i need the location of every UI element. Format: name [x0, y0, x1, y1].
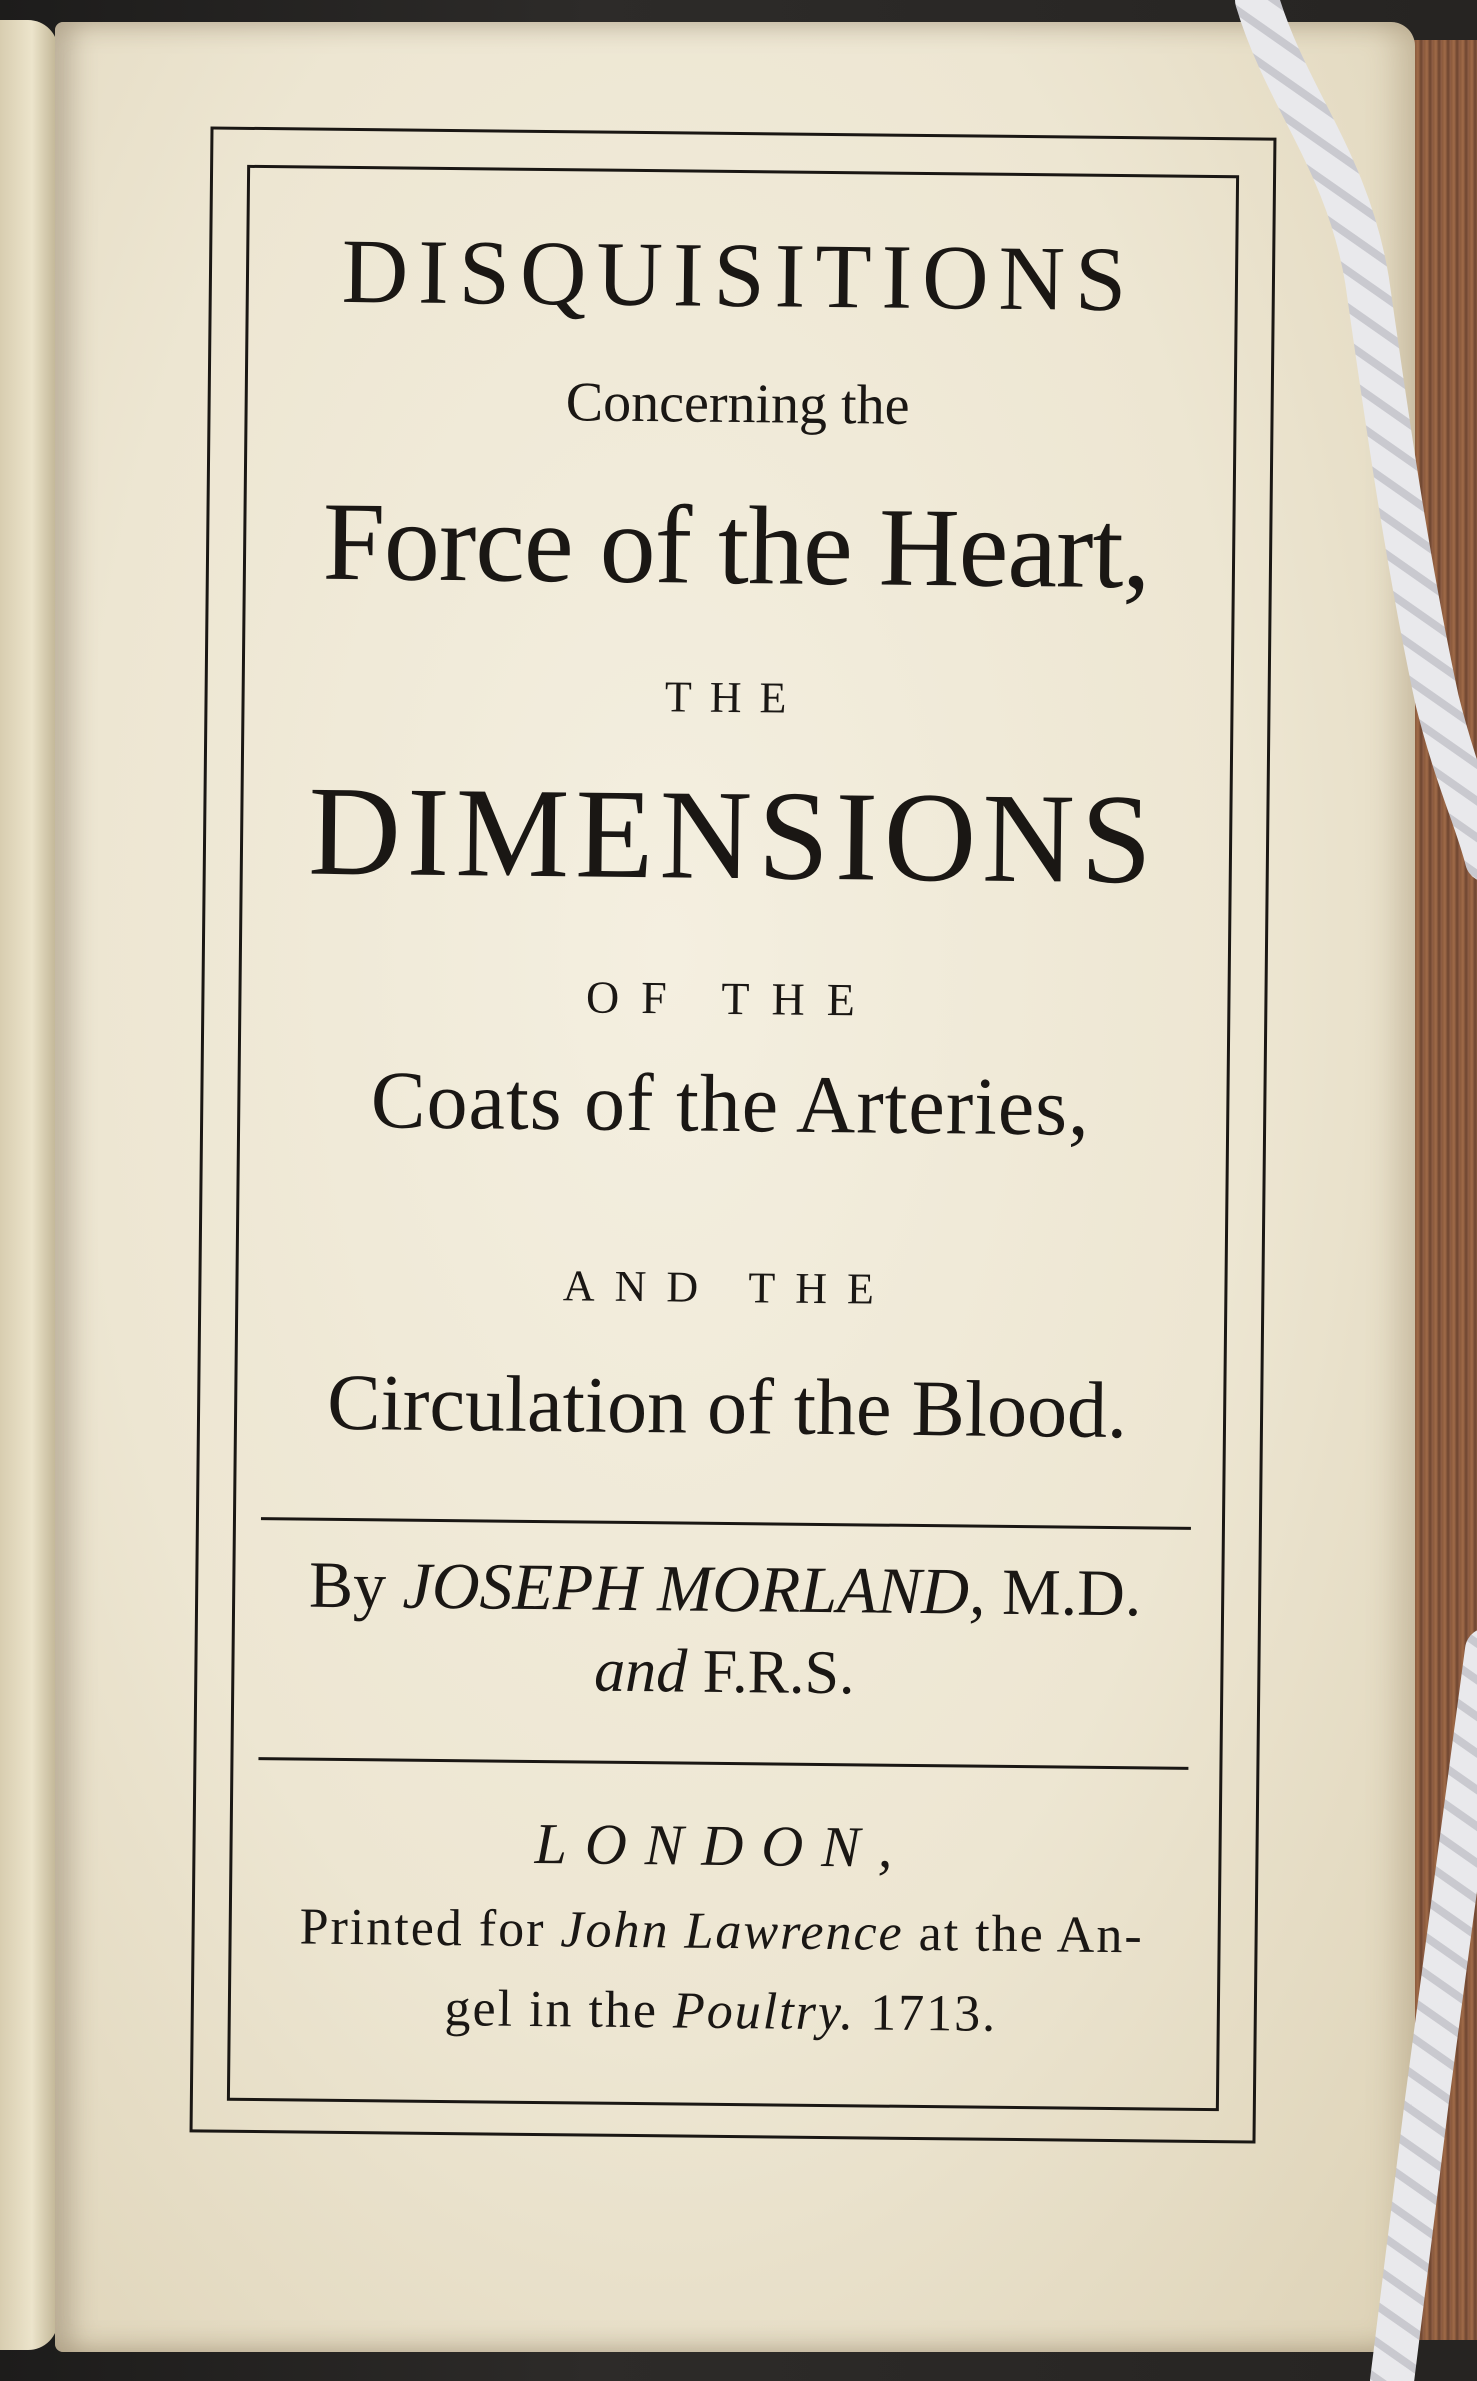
imprint-address [236, 1977, 1207, 2046]
author-fellow: F.R.S. [702, 1637, 855, 1708]
title-and-the: AND THE [562, 1261, 895, 1314]
title-page [55, 22, 1415, 2352]
title-force-of-heart: Force of the Heart, [322, 479, 1151, 613]
printer-name: John Lawrence [560, 1901, 904, 1962]
gel-in-the: gel in the [444, 1980, 659, 2040]
title-coats-arteries: Coats of the Arteries, [370, 1054, 1091, 1153]
title-dimensions: DIMENSIONS [307, 759, 1159, 911]
author-name: JOSEPH MORLAND, [402, 1549, 986, 1629]
author-degree: M.D. [1001, 1555, 1142, 1631]
street-name: Poultry. [672, 1982, 856, 2042]
title-the: THE [664, 672, 805, 723]
title-disquisitions: DISQUISITIONS [341, 219, 1137, 331]
left-facing-page [0, 20, 58, 2350]
rule-below-author [258, 1757, 1188, 1770]
title-page-text [235, 177, 1225, 2097]
imprint-place: LONDON, [534, 1810, 911, 1880]
title-concerning: Concerning the [565, 371, 910, 437]
author-and: and [593, 1636, 688, 1706]
printed-at: at the An- [918, 1905, 1145, 1965]
rule-above-author [261, 1517, 1191, 1530]
imprint-year: 1713. [869, 1984, 998, 2043]
imprint-printed-for [236, 1897, 1207, 1966]
author-fellow-line [239, 1632, 1210, 1713]
printed-for-label: Printed for [299, 1898, 546, 1959]
author-line [240, 1547, 1211, 1633]
title-circulation-blood: Circulation of the Blood. [326, 1358, 1128, 1456]
author-by: By [308, 1548, 387, 1623]
title-of-the: OF THE [585, 971, 878, 1026]
